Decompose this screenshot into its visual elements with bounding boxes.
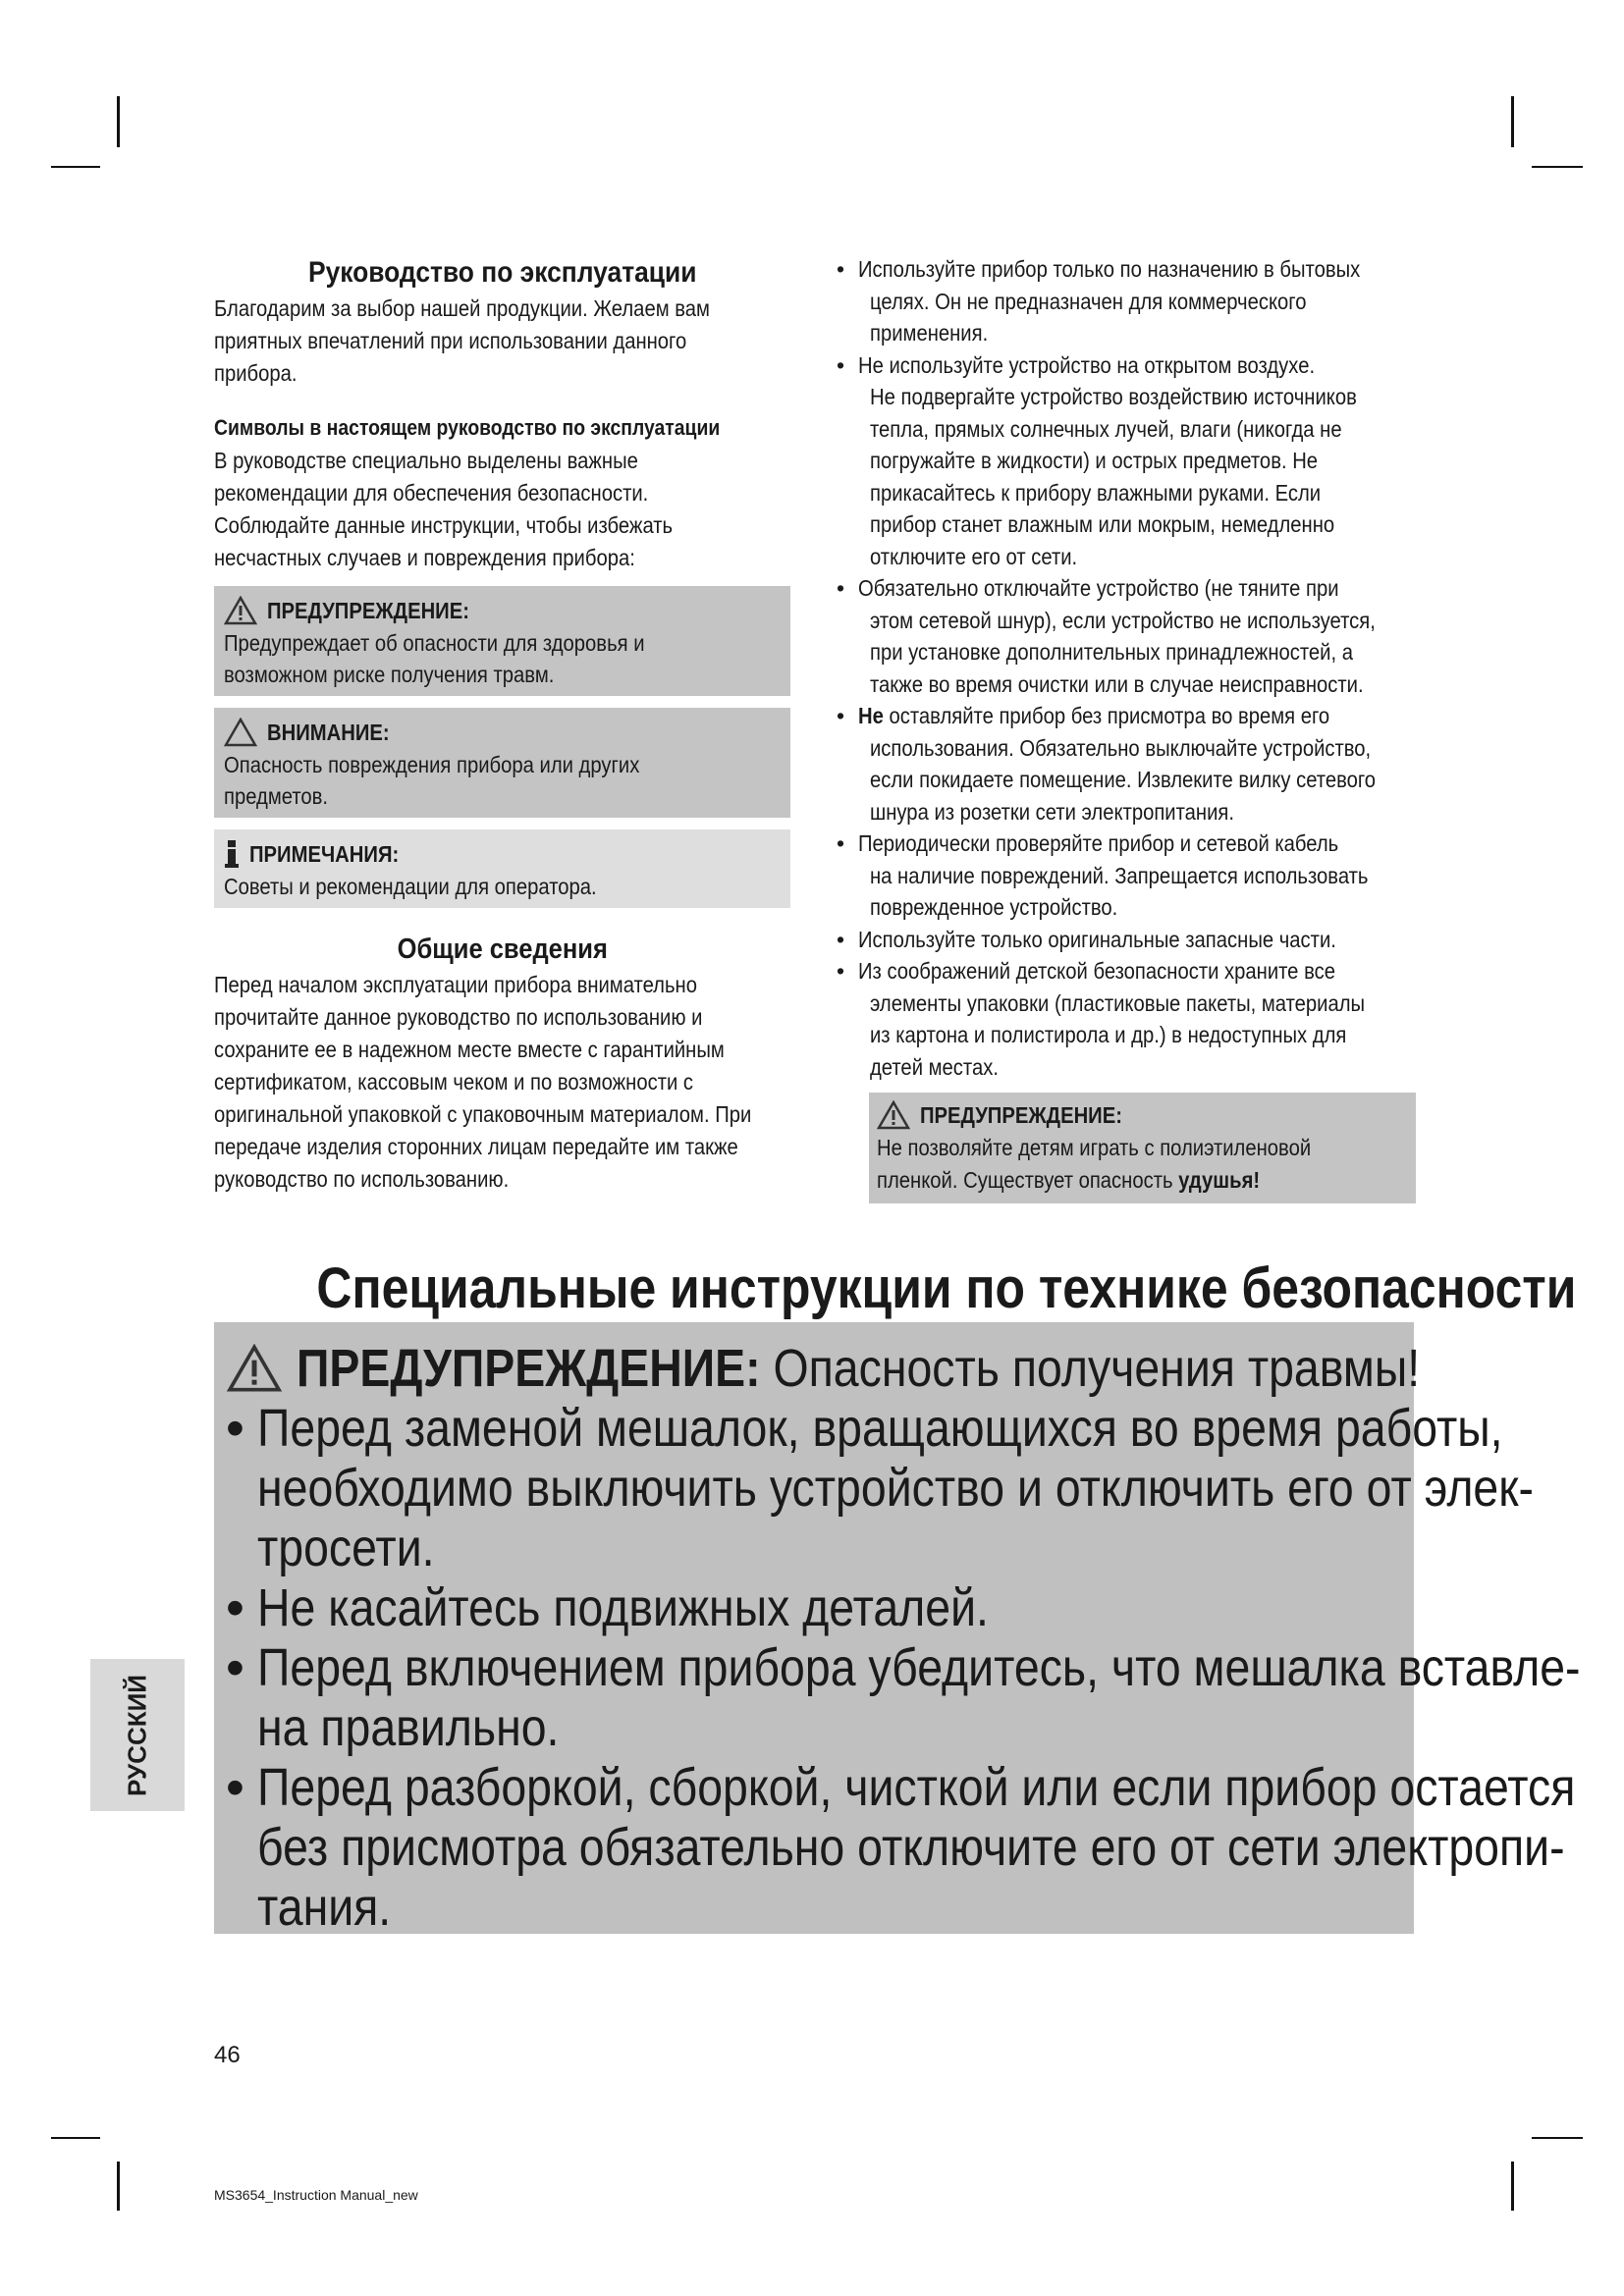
footer-filename: MS3654_Instruction Manual_new	[214, 2187, 418, 2203]
text-line: предметов.	[224, 783, 329, 809]
symbols-paragraph	[214, 445, 790, 574]
text-line: Не оставляйте прибор без присмотра во время его	[858, 703, 1330, 728]
crop-mark	[1532, 166, 1583, 168]
crop-mark	[51, 2137, 100, 2139]
text-line: тепла, прямых солнечных лучей, влаги (никогда не	[870, 415, 1342, 442]
text-line: если покидаете помещение. Извлеките вилку сетевого	[870, 767, 1377, 792]
text-line: применения.	[870, 320, 989, 346]
text-line: Советы и рекомендации для оператора.	[224, 874, 597, 899]
list-item	[837, 955, 1416, 1083]
bullet-icon: •	[837, 256, 845, 282]
bullet-icon: •	[837, 575, 845, 601]
warning-symbol-text	[224, 627, 781, 690]
text-line: Опасность повреждения прибора или других	[224, 752, 640, 777]
list-item	[837, 349, 1416, 573]
text-line: при установке дополнительных принадлежностей, а	[870, 639, 1354, 665]
text-line: оригинальной упаковкой с упаковочным материалом. При	[214, 1101, 752, 1127]
text-line: без присмотра обязательно отключите его от сети электропи-	[257, 1818, 1565, 1877]
bullet-icon: •	[837, 703, 845, 728]
bullet-icon: •	[837, 351, 845, 378]
child-warning-line: Не позволяйте детям играть с полиэтиленовой	[877, 1135, 1312, 1160]
note-symbol-text	[224, 871, 781, 902]
text-line: прибор станет влажным или мокрым, немедленно	[870, 511, 1335, 537]
text-line: Перед включением прибора убедитесь, что мешалка вставле-	[257, 1638, 1581, 1697]
warning-text: Опасность получения травмы!	[773, 1339, 1421, 1398]
child-warning-line: пленкой. Существует опасность удушья!	[877, 1166, 1261, 1193]
text-line: Не подвергайте устройство воздействию источников	[870, 384, 1357, 409]
crop-mark	[117, 96, 120, 147]
manual-title: Руководство по эксплуатации	[307, 256, 697, 289]
text-line: Из соображений детской безопасности храните все	[858, 958, 1335, 984]
text-line: Перед разборкой, сборкой, чисткой или если прибор остается	[257, 1758, 1576, 1817]
text-line: сохраните ее в надежном месте вместе с гарантийным	[214, 1037, 725, 1062]
text-line: рекомендации для обеспечения безопасности.	[214, 480, 649, 506]
text-line: несчастных случаев и повреждения прибора:	[214, 545, 635, 570]
list-item	[837, 924, 1416, 956]
bullet-icon: •	[226, 1638, 244, 1697]
bullet-icon: •	[837, 926, 845, 952]
text-line: целях. Он не предназначен для коммерческого	[870, 288, 1307, 314]
text-line: шнура из розетки сети электропитания.	[870, 798, 1234, 825]
general-info-heading: Общие сведения	[397, 934, 608, 965]
text-line: Используйте прибор только по назначению в бытовых	[858, 256, 1361, 282]
list-item	[214, 1399, 1535, 1578]
text-line: использования. Обязательно выключайте устройство,	[870, 734, 1372, 761]
crop-mark	[117, 2162, 120, 2211]
text-line: Не касайтесь подвижных деталей.	[257, 1578, 989, 1637]
text-line: Используйте только оригинальные запасные части.	[858, 926, 1336, 952]
text-line: из картона и полистирола и др.) в недоступных для	[870, 1022, 1347, 1047]
caution-triangle-icon	[224, 718, 257, 747]
warning-triangle-icon	[877, 1100, 910, 1130]
warning-label: ПРЕДУПРЕЖДЕНИЕ:	[297, 1339, 761, 1398]
page-number: 46	[214, 2042, 241, 2068]
right-column	[837, 253, 1416, 1203]
text-line: передаче изделия сторонних лицам передайте им также	[214, 1134, 738, 1159]
text-line: детей местах.	[870, 1053, 999, 1080]
left-column	[214, 253, 790, 1196]
text-line: В руководстве специально выделены важные	[214, 448, 638, 473]
info-icon	[224, 839, 240, 869]
text-line: тания.	[257, 1878, 392, 1937]
intro-paragraph	[214, 293, 790, 390]
list-item	[837, 253, 1416, 349]
crop-mark	[51, 166, 100, 168]
text-line: также во время очистки или в случае неисправности.	[870, 670, 1364, 697]
bullet-icon: •	[226, 1399, 244, 1458]
safety-warning-box	[214, 1322, 1581, 1937]
list-item	[214, 1578, 1414, 1638]
note-symbol-box: ПРИМЕЧАНИЯ: Советы и рекомендации для оператора.	[214, 829, 790, 908]
bullet-icon: •	[226, 1578, 244, 1637]
bullet-icon: •	[837, 958, 845, 984]
text-line: сертификатом, кассовым чеком и по возможности с	[214, 1069, 694, 1095]
list-item	[214, 1638, 1581, 1758]
text-line: Обязательно отключайте устройство (не тяните при	[858, 575, 1339, 601]
list-item	[214, 1758, 1576, 1938]
text-line: элементы упаковки (пластиковые пакеты, материалы	[870, 989, 1366, 1016]
warning-triangle-icon	[224, 596, 257, 625]
child-warning-box: ПРЕДУПРЕЖДЕНИЕ: Не позволяйте детям играть с полиэтиленовой пленкой. Существует опасность удушья!	[869, 1093, 1416, 1203]
text-line: поврежденное устройство.	[870, 894, 1118, 920]
text-line: прочитайте данное руководство по использованию и	[214, 1004, 703, 1030]
caution-symbol-box: ВНИМАНИЕ: Опасность повреждения прибора или других предметов.	[214, 708, 790, 818]
text-line: на правильно.	[257, 1698, 560, 1757]
safety-bullet-list	[837, 253, 1416, 1083]
list-item	[837, 572, 1416, 700]
text-line: Предупреждает об опасности для здоровья и	[224, 630, 645, 656]
text-line: Соблюдайте данные инструкции, чтобы избежать	[214, 512, 674, 538]
text-line: необходимо выключить устройство и отключить его от элек-	[257, 1459, 1535, 1518]
text-line: Благодарим за выбор нашей продукции. Желаем вам	[214, 295, 710, 321]
bullet-icon: •	[226, 1758, 244, 1817]
text-line: приятных впечатлений при использовании данного	[214, 328, 687, 353]
text-line: руководство по использованию.	[214, 1166, 510, 1192]
text-line: возможном риске получения травм.	[224, 662, 555, 687]
safety-instructions-title: Специальные инструкции по технике безопасности	[316, 1256, 1577, 1320]
crop-mark	[1532, 2137, 1583, 2139]
caution-symbol-text	[224, 749, 781, 812]
text-line: Перед заменой мешалок, вращающихся во время работы,	[257, 1399, 1503, 1458]
warning-symbol-box: ПРЕДУПРЕЖДЕНИЕ: Предупреждает об опасности для здоровья и возможном риске получения травм.	[214, 586, 790, 696]
text-line: Не используйте устройство на открытом воздухе.	[858, 351, 1316, 378]
text-line: отключите его от сети.	[870, 543, 1078, 569]
symbols-heading: Символы в настоящем руководство по эксплуатации	[214, 415, 721, 440]
general-info-paragraph	[214, 969, 790, 1196]
text-line: прикасайтесь к прибору влажными руками. Если	[870, 479, 1322, 506]
text-line: погружайте в жидкости) и острых предметов. Не	[870, 448, 1319, 473]
text-line: этом сетевой шнур), если устройство не используется,	[870, 607, 1376, 633]
crop-mark	[1511, 96, 1514, 147]
language-tab: РУССКИЙ	[90, 1659, 185, 1811]
text-line: на наличие повреждений. Запрещается использовать	[870, 862, 1369, 888]
text-line: тросети.	[257, 1519, 435, 1577]
text-line: прибора.	[214, 360, 298, 386]
text-line: Перед началом эксплуатации прибора внимательно	[214, 972, 697, 997]
warning-triangle-icon	[226, 1344, 283, 1393]
list-item	[837, 828, 1416, 924]
text-line: Периодически проверяйте прибор и сетевой кабель	[858, 830, 1339, 856]
list-item	[837, 700, 1416, 828]
safety-warning-list	[214, 1399, 1581, 1938]
bullet-icon: •	[837, 830, 845, 856]
crop-mark	[1511, 2162, 1514, 2211]
